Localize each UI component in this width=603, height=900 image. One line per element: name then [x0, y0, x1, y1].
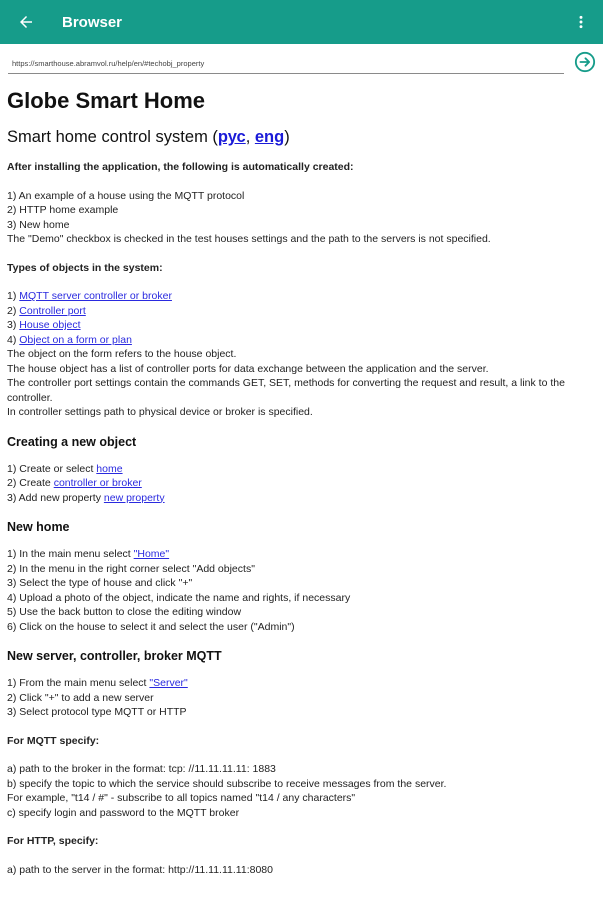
- list-item: [7, 289, 597, 304]
- app-bar: [0, 0, 603, 44]
- section-heading: New home: [7, 520, 70, 534]
- more-vert-icon: [573, 14, 589, 30]
- link-mqtt-server[interactable]: MQTT server controller or broker: [19, 290, 172, 302]
- list-item: 3) Select protocol type MQTT or HTTP: [7, 706, 187, 718]
- link-eng[interactable]: eng: [254, 128, 285, 146]
- subtitle-text: Smart home control system (: [7, 128, 218, 146]
- item-number: 3): [7, 319, 20, 331]
- list-item: 2) In the menu in the right corner select "Add objects": [7, 562, 255, 575]
- list-item: 1) An example of a house using the MQTT protocol: [7, 189, 245, 202]
- url-bar: [0, 44, 603, 78]
- page-title: Globe Smart Home: [7, 88, 206, 113]
- list-item: 2) HTTP home example: [7, 204, 119, 216]
- list-item: c) specify login and password to the MQTT broker: [7, 806, 240, 819]
- link-server-menu[interactable]: "Server": [149, 677, 188, 689]
- url-input[interactable]: [8, 54, 564, 74]
- item-text: 2) Create: [7, 477, 54, 489]
- list-item: [7, 547, 597, 562]
- mqtt-heading: For MQTT specify:: [7, 734, 100, 747]
- item-number: 2): [7, 304, 20, 317]
- page-subtitle: [7, 126, 597, 148]
- overflow-menu-button[interactable]: [569, 10, 593, 34]
- item-number: 1): [7, 290, 20, 302]
- app-bar-title: Browser: [62, 13, 123, 31]
- item-text: 1) In the main menu select: [7, 548, 134, 560]
- arrow-right-circle-icon: [574, 51, 596, 73]
- section-heading: Creating a new object: [7, 434, 137, 449]
- http-heading: For HTTP, specify:: [7, 835, 99, 847]
- section-heading: New server, controller, broker MQTT: [7, 649, 222, 663]
- list-item: [7, 318, 597, 333]
- link-home[interactable]: home: [96, 462, 123, 475]
- link-rus[interactable]: рус: [217, 128, 246, 146]
- list-item: 3) New home: [7, 218, 70, 231]
- paragraph: The house object has a list of controller ports for data exchange between the application and the server.: [7, 362, 489, 375]
- list-item: 2) Click "+" to add a new server: [7, 691, 154, 704]
- list-item: [7, 304, 597, 319]
- arrow-left-icon: [17, 13, 35, 31]
- paragraph: The object on the form refers to the house object.: [7, 348, 237, 360]
- link-new-property[interactable]: new property: [103, 491, 165, 504]
- back-button[interactable]: [4, 0, 48, 44]
- item-number: 4): [7, 333, 20, 346]
- list-item: [7, 491, 597, 506]
- list-item: 4) Upload a photo of the object, indicate the name and rights, if necessary: [7, 591, 351, 604]
- intro-heading: After installing the application, the following is automatically created:: [7, 161, 354, 173]
- link-home-menu[interactable]: "Home": [133, 548, 170, 560]
- list-item: The "Demo" checkbox is checked in the test houses settings and the path to the servers is not specified.: [7, 233, 491, 245]
- link-controller-port[interactable]: Controller port: [19, 304, 86, 317]
- list-item: [7, 333, 597, 348]
- link-object-on-form[interactable]: Object on a form or plan: [19, 333, 132, 346]
- list-item: [7, 462, 597, 477]
- list-item: b) specify the topic to which the service should subscribe to receive messages from the server.: [7, 777, 447, 790]
- list-item: [7, 476, 597, 491]
- subtitle-separator: ,: [245, 128, 255, 146]
- list-item: [7, 676, 597, 691]
- page-content: [7, 80, 597, 877]
- item-text: 1) From the main menu select: [7, 677, 150, 689]
- go-button[interactable]: [574, 51, 596, 73]
- paragraph: In controller settings path to physical device or broker is specified.: [7, 406, 313, 418]
- subtitle-suffix: ): [284, 128, 290, 146]
- link-controller-or-broker[interactable]: controller or broker: [53, 477, 142, 489]
- item-text: 3) Add new property: [7, 491, 104, 504]
- link-house-object[interactable]: House object: [19, 319, 81, 331]
- list-item: a) path to the server in the format: http://11.11.11.11:8080: [7, 863, 273, 876]
- list-item: 3) Select the type of house and click "+": [7, 577, 193, 589]
- list-item: 5) Use the back button to close the editing window: [7, 606, 242, 618]
- types-heading: Types of objects in the system:: [7, 261, 163, 274]
- list-item: For example, "t14 / #" - subscribe to all topics named "t14 / any characters": [7, 792, 356, 804]
- paragraph: The controller port settings contain the commands GET, SET, methods for converting the request and result, a link to the controller.: [7, 377, 565, 404]
- list-item: 6) Click on the house to select it and select the user ("Admin"): [7, 620, 295, 633]
- list-item: a) path to the broker in the format: tcp: //11.11.11.11: 1883: [7, 763, 276, 775]
- item-text: 1) Create or select: [7, 462, 97, 475]
